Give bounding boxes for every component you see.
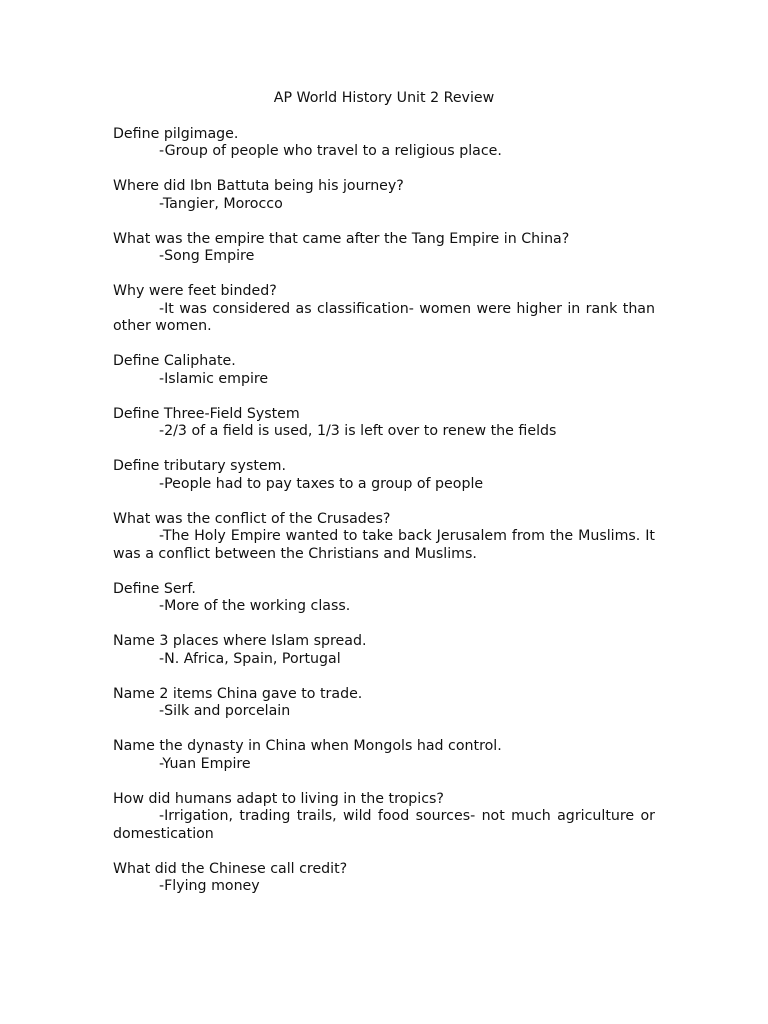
qa-item xyxy=(113,283,655,336)
question: Name the dynasty in China when Mongols had control. xyxy=(113,738,502,754)
question: What was the conflict of the Crusades? xyxy=(113,510,391,527)
qa-item xyxy=(113,353,655,388)
qa-item xyxy=(113,126,655,161)
qa-item xyxy=(113,511,655,564)
question: Name 3 places where Islam spread. xyxy=(113,633,367,649)
answer: -Song Empire xyxy=(159,248,255,264)
question: What did the Chinese call credit? xyxy=(113,860,348,877)
answer: -Tangier, Morocco xyxy=(159,195,283,212)
question: Why were feet binded? xyxy=(113,283,277,299)
answer: -Yuan Empire xyxy=(159,755,251,772)
question: Define pilgimage. xyxy=(113,125,239,142)
qa-item xyxy=(113,738,655,773)
qa-item xyxy=(113,178,655,213)
qa-item xyxy=(113,633,655,668)
answer: -People had to pay taxes to a group of people xyxy=(159,475,484,492)
qa-item xyxy=(113,406,655,441)
qa-item xyxy=(113,686,655,721)
answer: -Silk and porcelain xyxy=(159,703,291,719)
document-title: AP World History Unit 2 Review xyxy=(273,90,495,106)
qa-item xyxy=(113,581,655,616)
answer: -Irrigation, trading trails, wild food sources- not much agriculture or domestication xyxy=(113,808,655,842)
question: Define tributary system. xyxy=(113,458,286,474)
answer: -Flying money xyxy=(159,878,260,894)
answer: -It was considered as classification- women were higher in rank than other women. xyxy=(113,300,655,334)
qa-item xyxy=(113,791,655,844)
document-content xyxy=(113,90,655,913)
question: Name 2 items China gave to trade. xyxy=(113,685,363,702)
question: Define Three-Field System xyxy=(113,405,300,422)
answer: -The Holy Empire wanted to take back Jerusalem from the Muslims. It was a conflict between the Christians and Muslims. xyxy=(113,528,655,562)
qa-item xyxy=(113,231,655,266)
answer: -2/3 of a field is used, 1/3 is left over to renew the fields xyxy=(159,423,557,439)
answer: -N. Africa, Spain, Portugal xyxy=(159,650,341,667)
answer: -Group of people who travel to a religious place. xyxy=(159,143,502,159)
question: What was the empire that came after the Tang Empire in China? xyxy=(113,230,570,247)
qa-item xyxy=(113,458,655,493)
question: How did humans adapt to living in the tropics? xyxy=(113,790,444,807)
qa-item xyxy=(113,861,655,896)
answer: -Islamic empire xyxy=(159,370,269,387)
answer: -More of the working class. xyxy=(159,598,351,614)
question: Where did Ibn Battuta being his journey? xyxy=(113,178,404,194)
question: Define Caliphate. xyxy=(113,353,236,369)
question: Define Serf. xyxy=(113,580,196,597)
